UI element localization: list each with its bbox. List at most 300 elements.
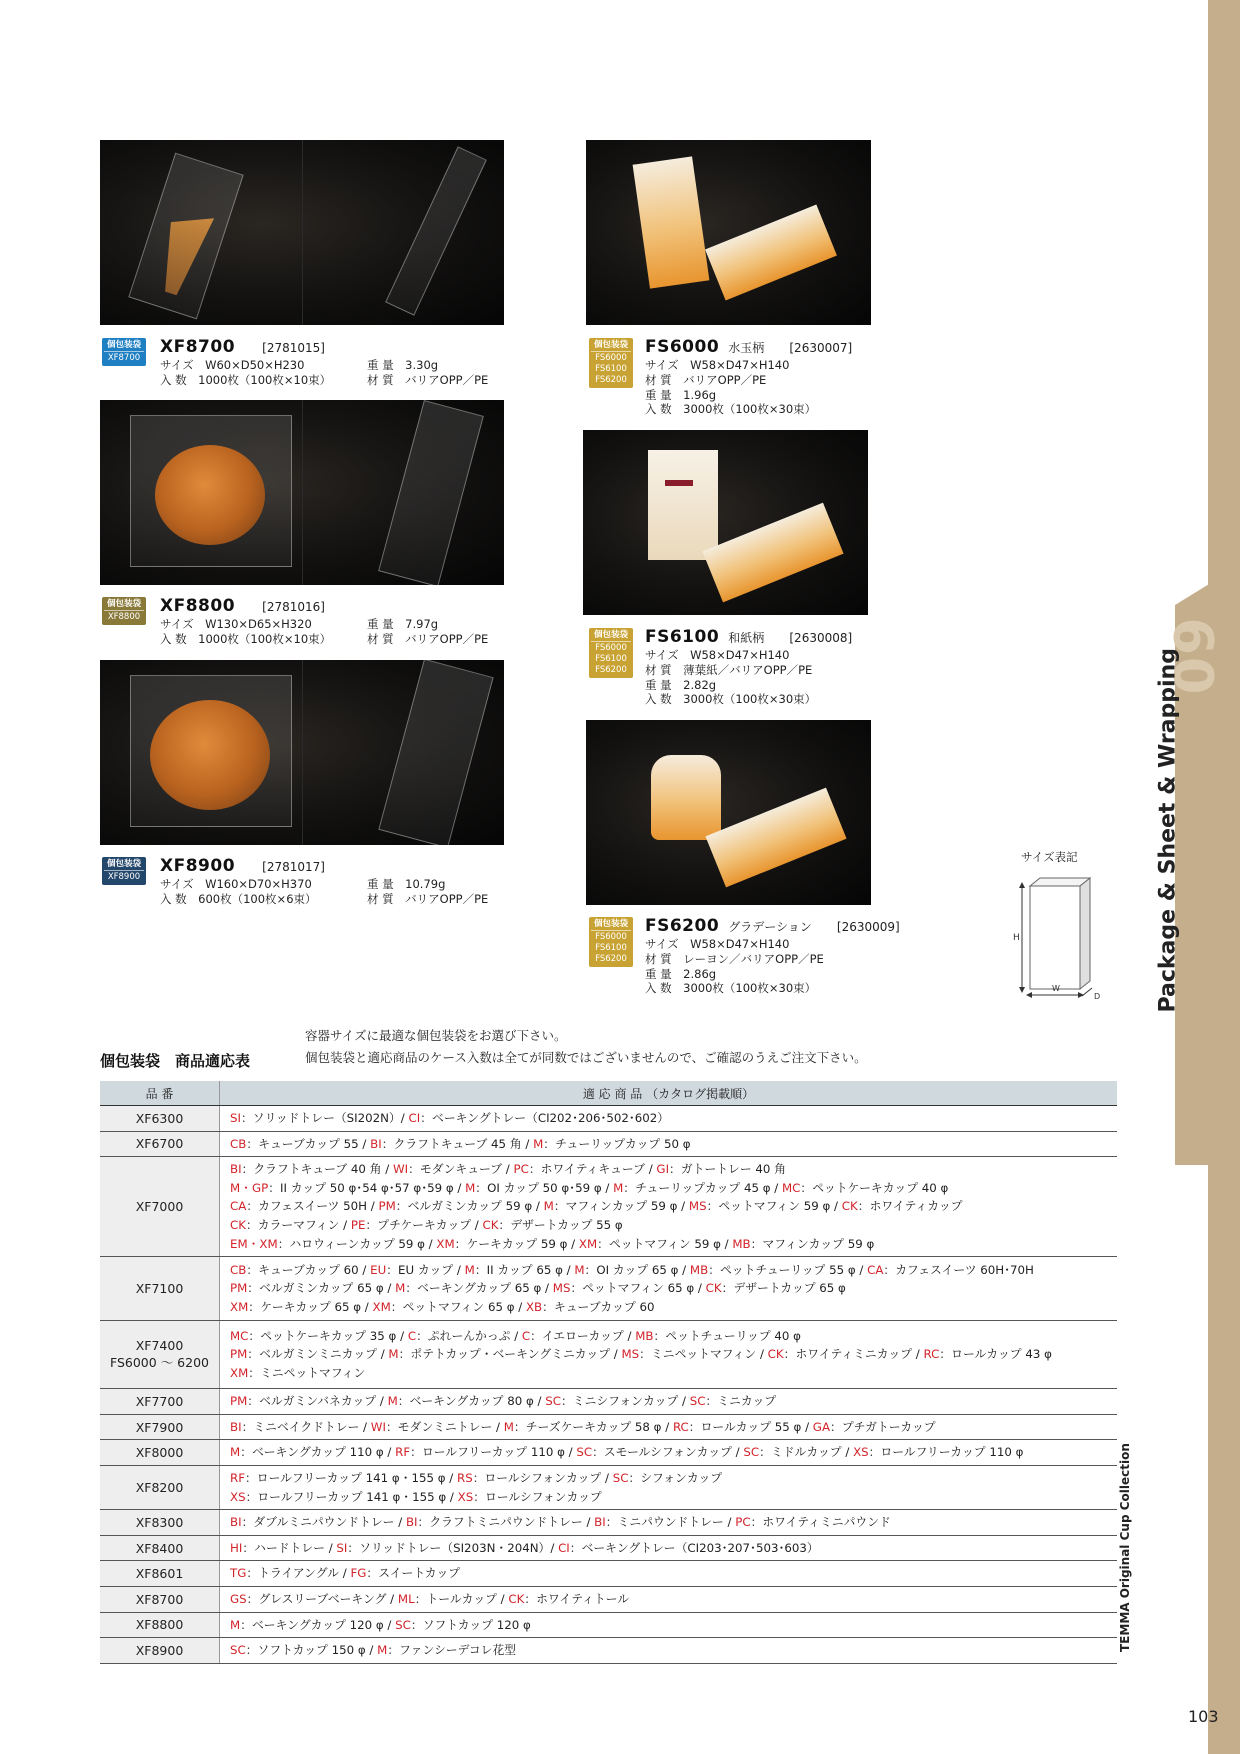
product-number: XF8601 [135, 1566, 184, 1582]
series-code: CA [230, 1199, 247, 1214]
item-name: ：ホワイティカップ [857, 1199, 963, 1214]
product-code: [2781016] [262, 600, 325, 614]
spec-quantity: 入 数 3000枚（100枚×30束） [645, 692, 817, 707]
series-code: SC [612, 1470, 629, 1485]
item-name: ：ポテトカップ・ベーキングミニカップ / [398, 1347, 622, 1362]
item-name: ：キューブカップ 60 / [246, 1262, 371, 1277]
series-code: CI [408, 1111, 421, 1125]
table-note: 容器サイズに最適な個包装袋をお選び下さい。 個包装袋と適応商品のケース入数は全てが同数ではございませんので、ご確認のうえご注文下さい。 [305, 1028, 867, 1065]
series-code: XM [578, 1236, 598, 1251]
item-name: ：ロールフリーカップ 141 φ・155 φ / [245, 1489, 458, 1504]
item-name: ：ベルガミンカップ 59 φ / [395, 1199, 544, 1214]
item-name: ：マフィンカップ 59 φ / [553, 1199, 689, 1214]
series-code: MC [230, 1328, 249, 1343]
product-code: [2630009] [836, 920, 900, 934]
item-name: ：EU カップ / [386, 1262, 465, 1277]
item-name: ：ロールカップ 55 φ / [688, 1419, 813, 1434]
item-name: ：ペットチューリップ 40 φ [653, 1328, 801, 1343]
spec-material: 材 質 バリアOPP／PE [367, 631, 489, 646]
compatibility-table [100, 1081, 1117, 1664]
series-code: RS [457, 1470, 473, 1485]
series-code: BI [594, 1515, 606, 1530]
row-items [220, 1321, 1118, 1389]
product-number: XF8900 [135, 1642, 184, 1658]
item-name: ：ミニシフォンカップ / [560, 1394, 690, 1409]
series-code: M [230, 1445, 241, 1460]
series-code: CK [230, 1217, 246, 1232]
series-code: MB [635, 1328, 654, 1343]
product-code: [2781015] [262, 341, 325, 355]
row-code [100, 1612, 220, 1638]
row-items [220, 1510, 1118, 1536]
series-code: RC [672, 1419, 689, 1434]
series-code: CB [230, 1136, 247, 1151]
item-name: ：モダンミニトレー / [385, 1419, 504, 1434]
spec-weight: 重 量 3.30g [367, 358, 439, 372]
row-code [100, 1131, 220, 1157]
series-code: PM [230, 1347, 248, 1362]
row-items [220, 1414, 1118, 1440]
item-line [230, 1590, 1107, 1609]
size-diagram-title: サイズ表記 [1021, 850, 1078, 864]
series-code: BI [230, 1162, 242, 1177]
item-name: ：ミニカップ [705, 1394, 777, 1409]
series-code: M [533, 1136, 544, 1151]
product-photo-fs6100 [583, 430, 868, 615]
item-line [230, 1216, 1107, 1235]
item-line [230, 1160, 1107, 1179]
series-code: RF [230, 1470, 245, 1485]
series-code: PM [378, 1199, 396, 1214]
spec-quantity: 入 数 1000枚（100枚×10束） [160, 631, 332, 646]
product-name: FS6200 [645, 916, 720, 936]
item-name: ：ロールシフォンカップ [473, 1489, 602, 1504]
item-name: ：ミニベイクドトレー / [241, 1419, 371, 1434]
row-code [100, 1535, 220, 1561]
spec-weight: 重 量 1.96g [645, 387, 717, 402]
row-items [220, 1561, 1118, 1587]
row-code [100, 1638, 220, 1664]
row-items [220, 1465, 1118, 1509]
product-name: XF8700 [160, 337, 236, 357]
item-line [230, 1345, 1107, 1364]
item-line [230, 1469, 1107, 1488]
series-code: XM [230, 1365, 249, 1380]
product-number: XF8400 [135, 1540, 184, 1556]
item-name: ：デザートカップ 65 φ [721, 1281, 846, 1296]
series-code: M [503, 1419, 514, 1434]
product-pattern: 水玉柄 [728, 341, 765, 355]
item-line [230, 1364, 1107, 1383]
series-code: CB [230, 1262, 247, 1277]
table-row [100, 1106, 1117, 1132]
product-number: XF8800 [135, 1617, 184, 1633]
badge: 個包装袋 FS6000 FS6100 FS6200 [589, 917, 633, 967]
series-code: MS [688, 1199, 707, 1214]
series-code: WI [370, 1419, 386, 1434]
product-code: [2630007] [789, 341, 853, 355]
badge: 個包装袋 FS6000 FS6100 FS6200 [589, 338, 633, 388]
product-photo-xf8800 [100, 400, 504, 585]
table-row [100, 1131, 1117, 1157]
item-name: ：クラフトミニパウンドトレー / [417, 1515, 595, 1530]
item-name: ：ベーキングカップ 110 φ / [240, 1445, 396, 1460]
spec-weight: 重 量 2.82g [645, 677, 717, 692]
item-name: ：ロールフリーカップ 141 φ・155 φ / [244, 1470, 458, 1485]
item-name: ：ロールフリーカップ 110 φ [868, 1445, 1024, 1460]
item-line [230, 1443, 1107, 1462]
row-items [220, 1131, 1118, 1157]
series-code: M [377, 1643, 388, 1658]
series-code: MB [732, 1236, 751, 1251]
product-number: XF8700 [135, 1591, 184, 1607]
product-photo-fs6000 [586, 140, 871, 325]
item-name: ：ロールシフォンカップ / [472, 1470, 613, 1485]
series-code: MB [689, 1262, 709, 1277]
item-name: ：トライアングル / [246, 1566, 351, 1581]
row-items [220, 1440, 1118, 1466]
row-items [220, 1535, 1118, 1561]
series-code: BI [230, 1515, 242, 1530]
series-code: M・GP [230, 1180, 269, 1195]
series-code: CK [705, 1281, 722, 1296]
item-name: ：ペットチューリップ 55 φ / [708, 1262, 868, 1277]
series-code: C [521, 1328, 531, 1343]
item-line [230, 1235, 1107, 1254]
row-code [100, 1414, 220, 1440]
row-items [220, 1157, 1118, 1257]
item-line [230, 1513, 1107, 1532]
item-name: ：プチケーキカップ / [365, 1217, 483, 1232]
badge: 個包装袋 FS6000 FS6100 FS6200 [589, 628, 633, 678]
spec-material: 材 質 バリアOPP／PE [367, 891, 489, 906]
spec-material: 材 質 薄葉紙／バリアOPP／PE [645, 662, 813, 677]
series-code: XS [853, 1445, 869, 1460]
product-number: XF7400 [135, 1338, 184, 1354]
product-name: FS6000 [645, 337, 720, 357]
series-code: SC [576, 1445, 593, 1460]
item-name: ：ミニペットマフィン / [639, 1347, 768, 1362]
series-code: BI [370, 1136, 382, 1151]
row-items [220, 1638, 1118, 1664]
series-code: PM [230, 1281, 248, 1296]
row-code [100, 1321, 220, 1389]
item-name: ：カフェスイーツ 50H / [246, 1199, 379, 1214]
spec-size: サイズ W58×D47×H140 [645, 937, 790, 951]
row-items [220, 1106, 1118, 1132]
product-name: XF8800 [160, 596, 236, 616]
spec-quantity: 入 数 3000枚（100枚×30束） [645, 981, 817, 996]
series-code: PC [735, 1515, 751, 1530]
table-row [100, 1638, 1117, 1664]
item-name: ：ハードトレー / [242, 1540, 337, 1555]
item-name: ：ロールフリーカップ 110 φ / [410, 1445, 577, 1460]
table-row [100, 1157, 1117, 1257]
series-code: BI [230, 1419, 242, 1434]
product-pattern: グラデーション [728, 920, 812, 934]
item-name: ：ミドルカップ / [759, 1445, 854, 1460]
item-line [230, 1327, 1107, 1346]
item-name: ：プチガトーカップ [830, 1419, 936, 1434]
series-code: SC [743, 1445, 760, 1460]
item-name: ：トールカップ / [414, 1591, 509, 1606]
series-code: CA [867, 1262, 884, 1277]
item-name: ：ベルガミンカップ 65 φ / [247, 1281, 396, 1296]
product-code: [2630008] [789, 631, 853, 645]
series-code: M [230, 1617, 241, 1632]
item-name: ：OI カップ 50 φ･59 φ / [475, 1180, 614, 1195]
item-name: ：キューブカップ 55 / [246, 1136, 371, 1151]
diagram-d-label: D [1094, 992, 1101, 1000]
item-name: ：II カップ 50 φ･54 φ･57 φ･59 φ / [268, 1180, 466, 1195]
series-code: GI [656, 1162, 670, 1177]
item-name: ：ペットマフィン 59 φ / [706, 1199, 842, 1214]
item-name: ：ベーキングカップ 65 φ / [405, 1281, 553, 1296]
item-name: ：イエローカップ / [530, 1328, 636, 1343]
series-code: CK [508, 1591, 525, 1606]
series-code: XM [230, 1299, 249, 1314]
product-name: XF8900 [160, 856, 236, 876]
item-name: ：ベルガミンバネカップ / [247, 1394, 388, 1409]
item-line [230, 1392, 1107, 1411]
series-code: BI [405, 1515, 418, 1530]
series-code: EM・XM [230, 1236, 278, 1251]
item-name: ：ソフトカップ 120 φ [410, 1617, 531, 1632]
series-code: SI [230, 1111, 241, 1125]
product-photo-xf8900 [100, 660, 504, 845]
series-code: XM [436, 1236, 455, 1251]
item-name: ：クラフトキューブ 45 角 / [381, 1136, 534, 1151]
product-number: XF8200 [135, 1480, 184, 1496]
section-title: Package & Sheet & Wrapping [1155, 648, 1181, 1013]
product-number: XF7000 [135, 1199, 184, 1215]
item-name: ：ペットマフィン 65 φ / [390, 1299, 526, 1314]
row-code [100, 1440, 220, 1466]
diagram-w-label: W [1052, 984, 1060, 993]
item-line [230, 1298, 1107, 1317]
product-code: [2781017] [262, 860, 325, 874]
spec-weight: 重 量 2.86g [645, 966, 717, 981]
item-name: ：ケーキカップ 65 φ / [248, 1299, 373, 1314]
series-code: FG [350, 1566, 367, 1581]
series-code: WI [392, 1162, 409, 1177]
series-code: CK [841, 1199, 858, 1214]
row-items [220, 1257, 1118, 1321]
item-name: ：ぷれーんかっぷ / [416, 1328, 522, 1343]
diagram-h-label: H [1013, 933, 1020, 943]
product-number: XF7100 [135, 1281, 184, 1297]
item-name: ：ロールカップ 43 φ [939, 1347, 1052, 1362]
series-code: M [464, 1262, 475, 1277]
spec-material: 材 質 バリアOPP／PE [367, 372, 489, 387]
badge: 個包装袋 XF8900 [102, 857, 146, 885]
table-title: 個包装袋 商品適応表 [100, 1052, 251, 1070]
product-number: XF6300 [135, 1110, 184, 1126]
item-name: ：スモールシフォンカップ / [592, 1445, 744, 1460]
item-line [230, 1564, 1107, 1583]
item-name: ：OI カップ 65 φ / [584, 1262, 690, 1277]
badge: 個包装袋 XF8800 [102, 597, 146, 625]
table-row [100, 1257, 1117, 1321]
item-name: ：チューリップカップ 50 φ [543, 1136, 691, 1151]
row-code [100, 1257, 220, 1321]
series-code: M [387, 1394, 398, 1409]
collection-label: TEMMA Original Cup Collection [1118, 1443, 1132, 1652]
item-name: ：キューブカップ 60 [542, 1299, 655, 1314]
item-name: ：ソフトカップ 150 φ / [245, 1643, 378, 1658]
series-code: RC [923, 1347, 940, 1362]
item-name: ：ソリッドトレー（SI202N）/ [240, 1111, 409, 1125]
item-name: ：ダブルミニパウンドトレー / [241, 1515, 406, 1530]
spec-material: 材 質 バリアOPP／PE [645, 372, 767, 387]
spec-size: サイズ W58×D47×H140 [645, 648, 790, 662]
spec-weight: 重 量 7.97g [367, 617, 439, 631]
item-name: ：ハロウィーンカップ 59 φ / [277, 1236, 437, 1251]
item-name: ：デザートカップ 55 φ [498, 1217, 623, 1232]
series-code: SC [689, 1394, 706, 1409]
table-row [100, 1414, 1117, 1440]
item-name: ：ホワイティトール [524, 1591, 630, 1606]
series-code: PE [350, 1217, 366, 1232]
series-code: M [395, 1281, 406, 1296]
series-code: EU [370, 1262, 387, 1277]
item-name: ：ベーキングトレー（CI202･206･502･602） [420, 1111, 670, 1125]
product-number: XF8300 [135, 1514, 184, 1530]
item-line [230, 1197, 1107, 1216]
item-name: ：マフィンカップ 59 φ [750, 1236, 875, 1251]
series-code: C [407, 1328, 417, 1343]
series-code: GS [230, 1591, 247, 1606]
row-code [100, 1561, 220, 1587]
item-line [230, 1539, 1107, 1558]
series-code: MS [621, 1347, 640, 1362]
item-name: ：グレスリーブベーキング / [246, 1591, 398, 1606]
item-name: ：ファンシーデコレ花型 [387, 1643, 517, 1658]
series-code: CK [482, 1217, 499, 1232]
item-line [230, 1135, 1107, 1154]
item-name: ：シフォンカップ [628, 1470, 723, 1485]
series-code: SC [395, 1617, 411, 1632]
item-name: ：ケーキカップ 59 φ / [454, 1236, 579, 1251]
item-name: ：カラーマフィン / [245, 1217, 351, 1232]
item-name: ：ミニパウンドトレー / [605, 1515, 736, 1530]
series-code: XB [525, 1299, 543, 1314]
item-name: ：カフェスイーツ 60H･70H [883, 1262, 1034, 1277]
product-number: XF8000 [135, 1445, 184, 1461]
row-items [220, 1612, 1118, 1638]
series-code: RF [395, 1445, 411, 1460]
spec-quantity: 入 数 600枚（100枚×6束） [160, 891, 317, 906]
row-code [100, 1465, 220, 1509]
table-row [100, 1510, 1117, 1536]
series-code: M [388, 1347, 399, 1362]
row-code [100, 1510, 220, 1536]
table-row [100, 1586, 1117, 1612]
item-line [230, 1279, 1107, 1298]
row-items [220, 1586, 1118, 1612]
chapter-number: 09 [1163, 615, 1227, 695]
spec-size: サイズ W58×D47×H140 [645, 358, 790, 372]
spec-size: サイズ W130×D65×H320 [160, 617, 312, 631]
table-row [100, 1561, 1117, 1587]
series-code: SI [336, 1540, 348, 1555]
table-row [100, 1440, 1117, 1466]
item-name: ：ソリッドトレー（SI203N・204N）/ [347, 1540, 559, 1555]
row-code [100, 1586, 220, 1612]
table-row [100, 1612, 1117, 1638]
series-code: HI [230, 1540, 243, 1555]
item-line [230, 1418, 1107, 1437]
product-number: XF6700 [135, 1136, 184, 1152]
item-name: ：ベーキングトレー（CI203･207･503･603） [569, 1540, 819, 1555]
item-name: ：ガトートレー 40 角 [669, 1162, 786, 1177]
series-code: MC [781, 1180, 801, 1195]
item-name: ：ベーキングカップ 80 φ / [397, 1394, 546, 1409]
spec-weight: 重 量 10.79g [367, 877, 446, 891]
item-line [230, 1488, 1107, 1507]
row-code [100, 1389, 220, 1415]
series-code: XS [457, 1489, 474, 1504]
item-line [230, 1109, 1107, 1128]
product-photo-xf8700 [100, 140, 504, 325]
item-name: ：ミニペットマフィン [248, 1365, 366, 1380]
item-name: ：ベルガミンミニカップ / [247, 1347, 389, 1362]
spec-quantity: 入 数 1000枚（100枚×10束） [160, 372, 332, 387]
item-name: ：ペットマフィン 65 φ / [570, 1281, 706, 1296]
spec-quantity: 入 数 3000枚（100枚×30束） [645, 402, 817, 417]
badge: 個包装袋 XF8700 [102, 338, 146, 366]
spec-material: 材 質 レーヨン／バリアOPP／PE [645, 951, 824, 966]
item-name: ：スイートカップ [366, 1566, 461, 1581]
series-code: SC [230, 1643, 246, 1658]
side-band-lower [1208, 1165, 1240, 1754]
item-name: ：チューリップカップ 45 φ / [623, 1180, 782, 1195]
table-row [100, 1465, 1117, 1509]
item-name: ：ホワイティキューブ / [528, 1162, 657, 1177]
item-name: ：ベーキングカップ 120 φ / [240, 1617, 396, 1632]
series-code: M [613, 1180, 624, 1195]
series-code: XM [372, 1299, 391, 1314]
series-code: M [543, 1199, 554, 1214]
series-code: GA [812, 1419, 831, 1434]
item-name: ：ペットマフィン 59 φ / [597, 1236, 733, 1251]
table-row [100, 1389, 1117, 1415]
item-line [230, 1261, 1107, 1280]
series-code: CI [558, 1540, 570, 1555]
row-code [100, 1157, 220, 1257]
page-number: 103 [1188, 1707, 1219, 1726]
header-items: 適 応 商 品 （カタログ掲載順） [220, 1081, 1118, 1106]
size-diagram [1010, 868, 1110, 1000]
product-number: XF7700 [135, 1393, 184, 1409]
item-name: ：モダンキューブ / [408, 1162, 514, 1177]
side-band [1208, 0, 1240, 605]
series-code: PM [230, 1394, 248, 1409]
product-number: XF7900 [135, 1419, 184, 1435]
series-code: M [574, 1262, 585, 1277]
item-name: ：ホワイティミニカップ / [783, 1347, 924, 1362]
series-code: SC [545, 1394, 561, 1409]
header-code: 品 番 [100, 1081, 220, 1106]
product-pattern: 和紙柄 [728, 631, 765, 645]
series-code: XS [230, 1489, 246, 1504]
product-number: FS6000 ～ 6200 [110, 1355, 209, 1371]
series-code: CK [767, 1347, 784, 1362]
table-row [100, 1535, 1117, 1561]
series-code: MS [552, 1281, 571, 1296]
item-line [230, 1179, 1107, 1198]
series-code: TG [230, 1566, 247, 1581]
